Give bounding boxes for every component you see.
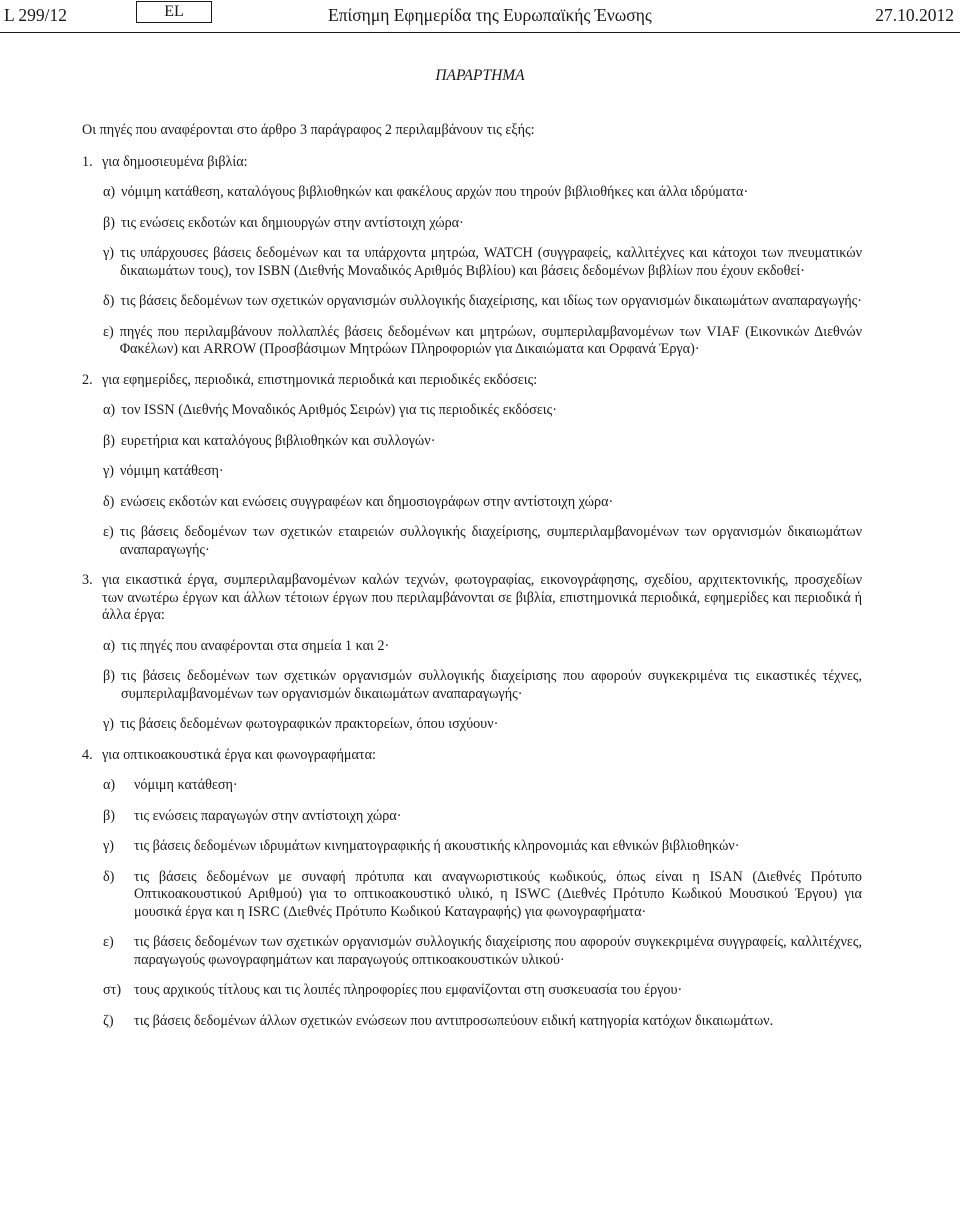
list-item — [103, 463, 862, 481]
item-label: ε) — [103, 524, 114, 540]
list-item — [103, 668, 862, 703]
section-text: για οπτικοακουστικά έργα και φωνογραφήματα: — [102, 746, 376, 763]
document-body — [0, 122, 960, 1043]
item-text: τις ενώσεις εκδοτών και δημιουργών στην αντίστοιχη χώρα· — [120, 214, 464, 231]
item-text: τον ISSN (Διεθνής Μοναδικός Αριθμός Σειρών) για τις περιοδικές εκδόσεις· — [121, 402, 557, 418]
item-text: τις υπάρχουσες βάσεις δεδομένων και τα υπάρχοντα μητρώα, WATCH (συγγραφείς, καλλιτέχνες και κάτοχοι των πνευματικών δικαιωμάτων τους), τον ISBN (Διεθνής Μοναδικός Αριθμός Βιβλίου) και βάσεις δεδομένων βιβλίων που έχουν εκδοθεί· — [120, 245, 862, 279]
item-label: γ) — [103, 838, 114, 854]
item-list — [103, 777, 960, 1030]
item-list — [103, 402, 960, 559]
section-heading — [82, 154, 862, 172]
list-item — [103, 934, 862, 969]
publication-date: 27.10.2012 — [875, 5, 954, 25]
item-label: α) — [103, 184, 116, 200]
item-label: β) — [103, 432, 115, 449]
section-text: για εικαστικά έργα, συμπεριλαμβανομένων καλών τεχνών, φωτογραφίας, εικονογράφησης, σχεδίου, αρχιτεκτονικής, προσχεδίων των ανωτέρω έργων και άλλων τέτοιων έργων που περιλαμβάνονται σε βιβλία, επιστημονικά περιοδικά, εφημερίδες και περιοδικά ή άλλα έργα: — [102, 572, 862, 623]
item-text: τους αρχικούς τίτλους και τις λοιπές πληροφορίες που εμφανίζονται στη συσκευασία του έργου· — [134, 982, 683, 998]
intro-paragraph: Οι πηγές που αναφέρονται στο άρθρο 3 παράγραφος 2 περιλαμβάνουν τις εξής: — [82, 122, 535, 138]
section-4 — [0, 747, 960, 1031]
item-text: νόμιμη κατάθεση· — [134, 777, 238, 793]
list-item — [103, 245, 862, 280]
item-text: νόμιμη κατάθεση, καταλόγους βιβλιοθηκών και φακέλους αρχών που τηρούν βιβλιοθήκες και άλλα ιδρύματα· — [121, 184, 749, 200]
list-item — [103, 215, 862, 233]
item-label: β) — [103, 807, 115, 824]
item-label: α) — [103, 777, 116, 793]
item-label: δ) — [103, 493, 115, 510]
item-text: νόμιμη κατάθεση· — [120, 463, 224, 479]
section-text: για εφημερίδες, περιοδικά, επιστημονικά περιοδικά και περιοδικές εκδόσεις: — [102, 371, 538, 388]
list-item — [103, 433, 862, 451]
item-text: τις βάσεις δεδομένων φωτογραφικών πρακτορείων, όπου ισχύουν· — [120, 716, 499, 732]
list-item — [103, 777, 862, 795]
section-number: 4. — [82, 746, 93, 763]
item-list — [103, 638, 960, 734]
list-item — [103, 494, 862, 512]
item-label: ε) — [103, 323, 114, 340]
list-item — [103, 716, 862, 734]
section-number: 1. — [82, 153, 93, 170]
item-label: γ) — [103, 463, 114, 479]
page-number: L 299/12 — [4, 5, 68, 25]
item-text: τις ενώσεις παραγωγών στην αντίστοιχη χώρα· — [134, 807, 402, 824]
section-heading — [82, 747, 862, 765]
list-item — [103, 982, 862, 1000]
list-item — [103, 324, 862, 359]
list-item — [103, 293, 862, 311]
section-number: 2. — [82, 371, 93, 388]
list-item — [103, 1013, 862, 1031]
item-text: τις βάσεις δεδομένων ιδρυμάτων κινηματογραφικής ή ακουστικής κληρονομιάς και εθνικών βιβλιοθηκών· — [134, 838, 740, 854]
item-text: τις βάσεις δεδομένων με συναφή πρότυπα και αναγνωριστικούς κωδικούς, όπως είναι η ISAN (Διεθνές Πρότυπο Οπτικοακουστικού Αριθμού) για το οπτικοακουστικό υλικό, η ISWC (Διεθνές Πρότυπο Κωδικού Μουσικού Έργου) για μουσικά έργα και η ISRC (Διεθνές Πρότυπο Κωδικού Καταγραφής) για φωνογραφήματα· — [134, 868, 862, 920]
item-label: α) — [103, 637, 116, 654]
item-text: τις βάσεις δεδομένων των σχετικών εταιρειών συλλογικής διαχείρισης, συμπεριλαμβανομένων των οργανισμών δικαιωμάτων αναπαραγωγής· — [119, 524, 862, 558]
item-list — [103, 184, 960, 359]
item-label: γ) — [103, 716, 114, 732]
item-text: τις πηγές που αναφέρονται στα σημεία 1 και 2· — [121, 637, 390, 654]
page-header — [0, 0, 960, 34]
item-label: δ) — [103, 868, 115, 885]
item-label: στ) — [103, 982, 122, 998]
section-text: για δημοσιευμένα βιβλία: — [102, 153, 248, 170]
list-item — [103, 638, 862, 656]
section-number: 3. — [82, 572, 93, 588]
item-label: β) — [103, 214, 115, 231]
item-text: πηγές που περιλαμβάνουν πολλαπλές βάσεις δεδομένων και μητρώων, συμπεριλαμβανομένων των VIAF (Εικονικών Διεθνών Φακέλων) και ARROW (Προσβάσιμων Μητρώων Πληροφοριών για Δικαιώματα και Ορφανά Έργα)· — [119, 323, 862, 357]
item-label: β) — [103, 668, 115, 684]
list-item — [103, 184, 862, 202]
journal-title: Επίσημη Εφημερίδα της Ευρωπαϊκής Ένωσης — [328, 5, 652, 25]
item-text: τις βάσεις δεδομένων των σχετικών οργανισμών συλλογικής διαχείρισης που αφορούν συγκεκριμένα τις εικαστικές τέχνες, συμπεριλαμβανομένων των οργανισμών δικαιωμάτων αναπαραγωγής· — [120, 668, 862, 702]
item-text: τις βάσεις δεδομένων των σχετικών οργανισμών συλλογικής διαχείρισης που αφορούν συγκεκριμένα συγγραφείς, καλλιτέχνες, παραγωγούς φωνογραφημάτων και παραγωγούς οπτικοακουστικών υλικού· — [134, 934, 862, 968]
section-heading — [82, 572, 862, 625]
item-text: ευρετήρια και καταλόγους βιβλιοθηκών και συλλογών· — [120, 432, 436, 449]
list-item — [103, 402, 862, 420]
item-label: δ) — [103, 293, 115, 309]
item-label: ε) — [103, 934, 114, 950]
item-text: ενώσεις εκδοτών και ενώσεις συγγραφέων και δημοσιογράφων στην αντίστοιχη χώρα· — [120, 493, 614, 510]
annex-title: ΠΑΡΑΡΤΗΜΑ — [435, 67, 525, 84]
item-label: γ) — [103, 245, 114, 261]
item-text: τις βάσεις δεδομένων των σχετικών οργανισμών συλλογικής διαχείρισης, και ιδίως των οργανισμών δικαιωμάτων αναπαραγωγής· — [120, 293, 862, 309]
list-item — [103, 869, 862, 922]
header-divider — [0, 32, 960, 33]
section-heading — [82, 372, 862, 390]
list-item — [103, 808, 862, 826]
section-1 — [0, 154, 960, 359]
list-item — [103, 524, 862, 559]
item-label: α) — [103, 402, 116, 418]
section-2 — [0, 372, 960, 560]
list-item — [103, 838, 862, 856]
language-badge: EL — [136, 1, 212, 23]
item-text: τις βάσεις δεδομένων άλλων σχετικών ενώσεων που αντιπροσωπεύουν ειδική κατηγορία κατόχων δικαιωμάτων. — [134, 1012, 774, 1029]
item-label: ζ) — [103, 1012, 114, 1029]
section-3 — [0, 572, 960, 734]
